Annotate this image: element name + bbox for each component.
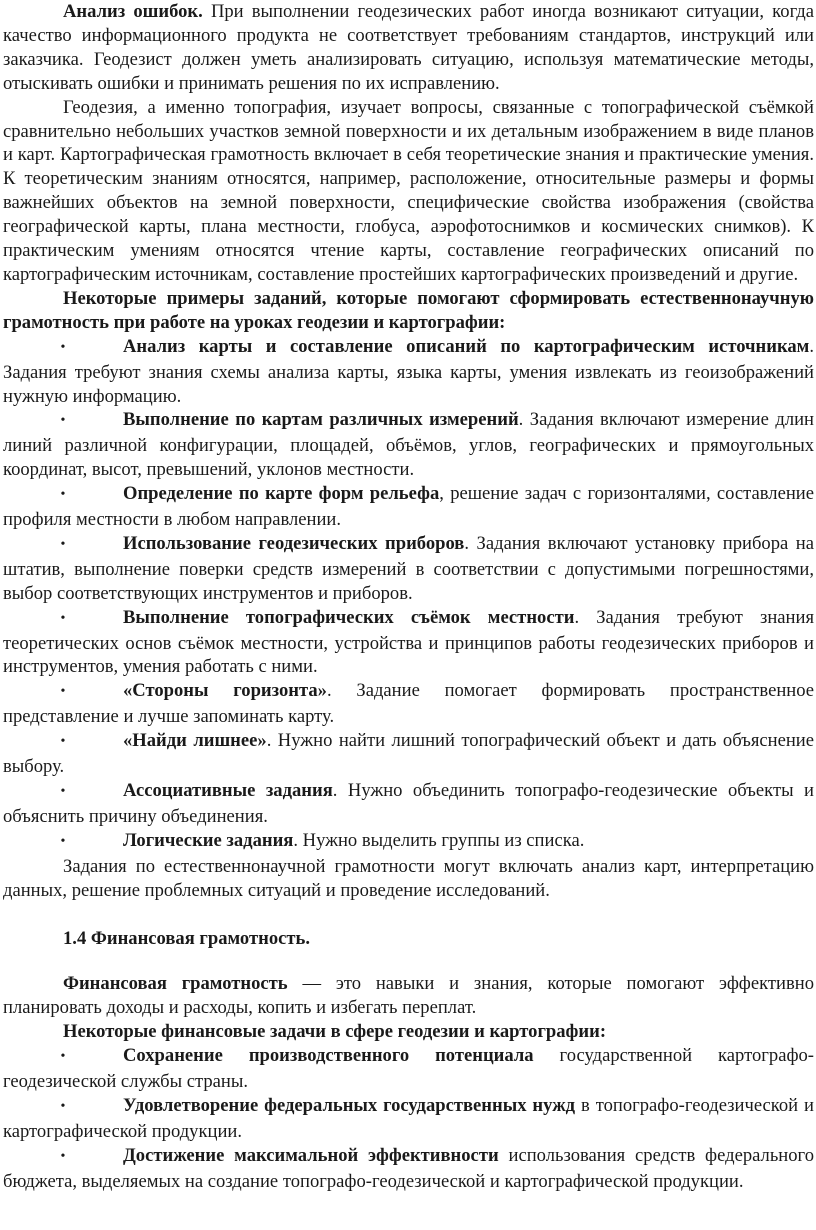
list-item-title: «Найди лишнее» — [123, 730, 267, 752]
bullet-icon — [3, 335, 123, 361]
list-item-title: Анализ карты и составление описаний по картографическим источникам — [123, 335, 810, 357]
bullet-icon — [3, 606, 123, 632]
bullet-icon — [3, 779, 123, 805]
list-item — [3, 1044, 814, 1094]
list-item-text: . Задания включают установку прибора на штатив, выполнение поверки средств измерений в соответствии с допустимыми погрешностями, выбор соответствующих инструментов и приборов. — [3, 532, 814, 604]
list-item-title: Выполнение топографических съёмок местности — [123, 606, 575, 628]
bullet-icon — [3, 1044, 123, 1070]
geodesy-paragraph: Геодезия, а именно топография, изучает вопросы, связанные с топографической съёмкой сравнительно небольших участков земной поверхности и их детальным изображением в виде планов и карт. Картографическая грамотность включает в себя теоретические знания и практические умения. К теоретическим знаниям относятся, например, расположение, относительные размеры и формы важнейших объектов на земной поверхности, специфические свойства изображения (свойства географической карты, плана местности, глобуса, аэрофотоснимков и космических снимков). К практическим умениям относятся чтение карты, составление географических описаний по картографическим источникам, составление простейших картографических произведений и другие. — [3, 96, 814, 285]
bullet-icon — [3, 829, 123, 855]
list-item-title: Удовлетворение федеральных государственных нужд — [123, 1094, 576, 1116]
tasks-heading — [3, 287, 814, 335]
list-item-text: государственной картографо-геодезической службы страны. — [3, 1045, 814, 1093]
list-item-title: «Стороны горизонта» — [123, 680, 327, 702]
bullet-icon — [3, 532, 123, 558]
spacer — [3, 903, 814, 927]
section-heading — [3, 927, 814, 951]
list-item — [3, 829, 814, 855]
financial-tasks-heading — [3, 1020, 814, 1044]
list-item-text: . Нужно найти лишний топографический объект и дать объяснение выбору. — [3, 730, 814, 778]
list-item-text: , решение задач с горизонталями, составление профиля местности в любом направлении. — [3, 483, 814, 531]
error-analysis-paragraph — [3, 0, 814, 96]
list-item — [3, 679, 814, 729]
list-item-text: . Задания требуют знания схемы анализа карты, языка карты, умения извлекать из геоизображений нужную информацию. — [3, 335, 814, 407]
list-item-title: Сохранение производственного потенциала — [123, 1045, 534, 1067]
list-item — [3, 532, 814, 606]
list-item-text: . Задание помогает формировать пространственное представление и лучше запоминать карту. — [3, 680, 814, 728]
financial-term: Финансовая грамотность — [63, 973, 288, 995]
list-item-title: Использование геодезических приборов — [123, 532, 465, 554]
list-item — [3, 729, 814, 779]
financial-definition-paragraph — [3, 972, 814, 1020]
spacer — [3, 950, 814, 972]
list-item-text: . Задания включают измерение длин линий различной конфигурации, площадей, объёмов, углов, географических и прямоугольных координат, высот, превышений, уклонов местности. — [3, 409, 814, 481]
financial-definition-text: — это навыки и знания, которые помогают эффективно планировать доходы и расходы, копить и избегать переплат. — [3, 973, 814, 1019]
bullet-icon — [3, 1094, 123, 1120]
financial-tasks-heading-text: Некоторые финансовые задачи в сфере геодезии и картографии: — [63, 1021, 607, 1043]
list-item — [3, 408, 814, 482]
list-item-text: . Нужно объединить топографо-геодезические объекты и объяснить причину объединения. — [3, 780, 814, 827]
bullet-icon — [3, 729, 123, 755]
bullet-icon — [3, 482, 123, 508]
list-item-title: Выполнение по картам различных измерений — [123, 409, 519, 431]
error-analysis-title: Анализ ошибок. — [63, 1, 203, 22]
bullet-icon — [3, 408, 123, 434]
list-item-title: Логические задания — [123, 829, 294, 851]
list-item — [3, 335, 814, 409]
tasks-summary-paragraph: Задания по естественнонаучной грамотности могут включать анализ карт, интерпретацию данных, решение проблемных ситуаций и проведение исследований. — [3, 855, 814, 901]
list-item-text: . Нужно выделить группы из списка. — [293, 829, 585, 851]
list-item-text: в топографо-геодезической и картографической продукции. — [3, 1094, 814, 1142]
bullet-icon — [3, 1144, 123, 1170]
list-item — [3, 1094, 814, 1144]
list-item — [3, 606, 814, 680]
list-item — [3, 779, 814, 829]
list-item-text: . Задания требуют знания теоретических основ съёмок местности, устройства и принципов работы геодезических приборов и инструментов, умения работать с ними. — [3, 606, 814, 678]
error-analysis-text: При выполнении геодезических работ иногда возникают ситуации, когда качество информационного продукта не соответствует требованиям стандартов, инструкций или заказчика. Геодезист должен уметь анализировать ситуацию, используя математические методы, отыскивать ошибки и принимать решения по их исправлению. — [3, 1, 814, 94]
list-item-text: использования средств федерального бюджета, выделяемых на создание топографо-геодезической и картографической продукции. — [3, 1144, 815, 1192]
list-item — [3, 482, 814, 532]
list-item-title: Ассоциативные задания — [123, 780, 333, 801]
tasks-heading-text: Некоторые примеры заданий, которые помогают сформировать естественнонаучную грамотность при работе на уроках геодезии и картографии: — [3, 287, 814, 333]
list-item-title: Достижение максимальной эффективности — [123, 1144, 499, 1166]
list-item — [3, 1144, 814, 1194]
section-heading-text: 1.4 Финансовая грамотность. — [63, 927, 310, 949]
bullet-icon — [3, 679, 123, 705]
list-item-title: Определение по карте форм рельефа — [123, 483, 440, 505]
